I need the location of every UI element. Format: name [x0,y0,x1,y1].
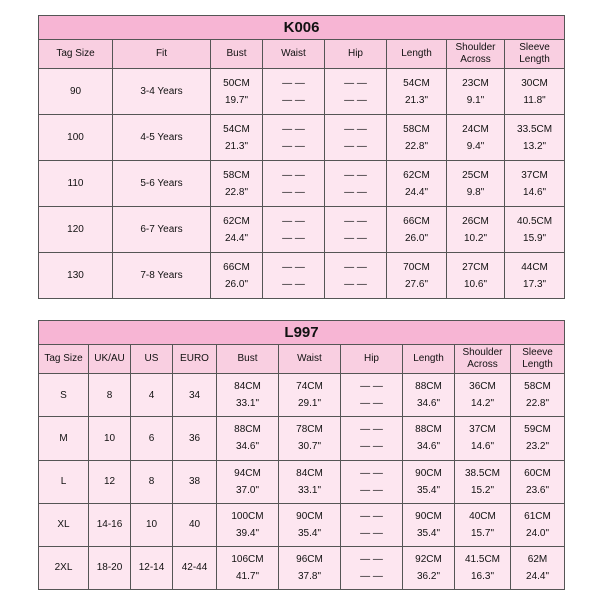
tag-size-cell: 110 [39,161,113,207]
tag-size-cell: 2XL [39,546,89,589]
sleeve-cell-inch: 13.2" [523,140,547,152]
shoulder-cell [447,207,505,253]
bust-cell-inch: 19.7" [224,94,248,106]
bust-cell [217,374,279,417]
waist-cell-cm: 96CM [296,553,323,565]
sleeve-cell-cm: 40.5CM [517,215,553,227]
shoulder-cell-inch: 14.6" [470,441,494,453]
waist-cell [279,460,341,503]
waist-cell-cm: — — [282,169,305,181]
uk-au-cell: 8 [89,374,131,417]
bust-cell [211,115,263,161]
hip-cell [325,161,387,207]
bust-cell [217,546,279,589]
header-waist: Waist [263,40,325,69]
hip-cell [341,374,403,417]
length-cell-inch: 22.8" [404,140,428,152]
waist-cell-cm: — — [282,215,305,227]
sleeve-cell-cm: 60CM [524,467,551,479]
sleeve-cell [511,546,565,589]
bust-cell-inch: 33.1" [235,398,259,410]
tag-size-cell: M [39,417,89,460]
table-row [39,69,565,115]
us-cell: 8 [131,460,173,503]
length-cell-inch: 35.4" [416,484,440,496]
shoulder-cell [455,417,511,460]
length-cell-cm: 62CM [403,169,430,181]
length-cell-cm: 92CM [415,553,442,565]
shoulder-cell-inch: 14.2" [470,398,494,410]
shoulder-cell-inch: 9.4" [466,140,485,152]
tag-size-cell: 100 [39,115,113,161]
length-cell-inch: 34.6" [416,398,440,410]
sleeve-cell [505,207,565,253]
shoulder-cell [455,503,511,546]
euro-cell: 40 [173,503,217,546]
hip-cell-inch: — — [360,570,383,582]
shoulder-cell-cm: 36CM [469,381,496,393]
length-cell [403,417,455,460]
bust-cell-cm: 84CM [234,381,261,393]
bust-cell-cm: 66CM [223,261,250,273]
sleeve-cell [505,253,565,299]
waist-cell-inch: — — [282,94,305,106]
euro-cell: 36 [173,417,217,460]
header-sleeve-length: Sleeve Length [511,345,565,374]
length-cell-inch: 24.4" [404,186,428,198]
shoulder-cell-inch: 15.2" [470,484,494,496]
sleeve-cell-cm: 59CM [524,424,551,436]
sleeve-cell [505,69,565,115]
bust-cell [217,460,279,503]
header-uk-au: UK/AU [89,345,131,374]
us-cell: 10 [131,503,173,546]
length-cell [387,207,447,253]
sleeve-cell-inch: 23.2" [526,441,550,453]
bust-cell-cm: 88CM [234,424,261,436]
bust-cell-cm: 58CM [223,169,250,181]
hip-cell-inch: — — [344,186,367,198]
bust-cell-inch: 26.0" [224,278,248,290]
header-euro: EURO [173,345,217,374]
tag-size-cell: XL [39,503,89,546]
euro-cell: 34 [173,374,217,417]
bust-cell [211,161,263,207]
hip-cell-cm: — — [344,123,367,135]
length-cell-inch: 21.3" [404,94,428,106]
shoulder-cell-inch: 15.7" [470,527,494,539]
sleeve-cell-inch: 24.0" [526,527,550,539]
bust-cell [217,503,279,546]
sleeve-cell-cm: 37CM [521,169,548,181]
waist-cell [279,546,341,589]
l997-size-table [38,320,565,590]
bust-cell-inch: 24.4" [224,232,248,244]
waist-cell-inch: — — [282,278,305,290]
sleeve-cell [505,161,565,207]
sleeve-cell-cm: 30CM [521,77,548,89]
shoulder-cell [447,161,505,207]
hip-cell-cm: — — [344,261,367,273]
length-cell-inch: 35.4" [416,527,440,539]
length-cell-cm: 58CM [403,123,430,135]
length-cell-cm: 90CM [415,467,442,479]
header-hip: Hip [341,345,403,374]
shoulder-cell-inch: 10.6" [463,278,487,290]
hip-cell-inch: — — [344,140,367,152]
uk-au-cell: 12 [89,460,131,503]
header-us: US [131,345,173,374]
waist-cell-cm: — — [282,261,305,273]
length-cell-cm: 88CM [415,381,442,393]
waist-cell-inch: — — [282,232,305,244]
uk-au-cell: 10 [89,417,131,460]
bust-cell [211,207,263,253]
table-row [39,253,565,299]
sleeve-cell [511,374,565,417]
waist-cell-cm: — — [282,77,305,89]
fit-cell: 5-6 Years [113,161,211,207]
shoulder-cell-cm: 27CM [462,261,489,273]
shoulder-cell [447,253,505,299]
table-row [39,115,565,161]
shoulder-cell-inch: 16.3" [470,570,494,582]
shoulder-cell-inch: 9.8" [466,186,485,198]
shoulder-cell-cm: 41.5CM [464,553,500,565]
header-waist: Waist [279,345,341,374]
shoulder-cell-cm: 38.5CM [464,467,500,479]
hip-cell [325,253,387,299]
bust-cell [211,253,263,299]
waist-cell-cm: 78CM [296,424,323,436]
tag-size-cell: 90 [39,69,113,115]
fit-cell: 7-8 Years [113,253,211,299]
waist-cell [279,503,341,546]
sleeve-cell-cm: 44CM [521,261,548,273]
length-cell-cm: 54CM [403,77,430,89]
bust-cell-cm: 94CM [234,467,261,479]
k006-title: K006 [39,16,565,40]
length-cell-inch: 34.6" [416,441,440,453]
hip-cell [341,417,403,460]
header-fit: Fit [113,40,211,69]
header-tag-size: Tag Size [39,40,113,69]
sleeve-cell-inch: 23.6" [526,484,550,496]
euro-cell: 42-44 [173,546,217,589]
shoulder-cell [455,374,511,417]
bust-cell-inch: 39.4" [235,527,259,539]
waist-cell [263,207,325,253]
sleeve-cell-inch: 22.8" [526,398,550,410]
sleeve-cell-inch: 15.9" [523,232,547,244]
sleeve-cell [511,460,565,503]
sleeve-cell-cm: 33.5CM [517,123,553,135]
shoulder-cell-cm: 37CM [469,424,496,436]
shoulder-cell [455,546,511,589]
table-row [39,207,565,253]
length-cell [403,546,455,589]
hip-cell-inch: — — [344,232,367,244]
l997-title: L997 [39,321,565,345]
length-cell-cm: 70CM [403,261,430,273]
sleeve-cell-cm: 62M [527,553,548,565]
sleeve-cell-cm: 58CM [524,381,551,393]
header-length: Length [387,40,447,69]
bust-cell-inch: 22.8" [224,186,248,198]
shoulder-cell-inch: 9.1" [466,94,485,106]
bust-cell-cm: 50CM [223,77,250,89]
sleeve-cell [505,115,565,161]
k006-size-table [38,15,565,299]
sleeve-cell-inch: 24.4" [526,570,550,582]
table-row [39,374,565,417]
hip-cell [341,460,403,503]
tag-size-cell: S [39,374,89,417]
header-tag-size: Tag Size [39,345,89,374]
sleeve-cell-inch: 11.8" [523,94,546,106]
waist-cell-inch: 33.1" [297,484,321,496]
waist-cell [263,69,325,115]
fit-cell: 4-5 Years [113,115,211,161]
us-cell: 4 [131,374,173,417]
waist-cell [279,417,341,460]
waist-cell-inch: — — [282,186,305,198]
hip-cell [325,207,387,253]
waist-cell-cm: 84CM [296,467,323,479]
hip-cell [325,69,387,115]
length-cell [387,253,447,299]
bust-cell-cm: 54CM [223,123,250,135]
hip-cell-cm: — — [360,424,383,436]
sleeve-cell [511,417,565,460]
length-cell-cm: 90CM [415,510,442,522]
length-cell-inch: 26.0" [404,232,428,244]
waist-cell [263,161,325,207]
length-cell-cm: 66CM [403,215,430,227]
header-bust: Bust [211,40,263,69]
hip-cell-cm: — — [360,467,383,479]
fit-cell: 3-4 Years [113,69,211,115]
tag-size-cell: L [39,460,89,503]
waist-cell [263,253,325,299]
bust-cell [211,69,263,115]
hip-cell-inch: — — [360,398,383,410]
hip-cell-cm: — — [344,77,367,89]
hip-cell-inch: — — [344,278,367,290]
euro-cell: 38 [173,460,217,503]
k006-table-body [39,69,565,299]
waist-cell-inch: 30.7" [297,441,321,453]
shoulder-cell-cm: 26CM [462,215,489,227]
shoulder-cell-cm: 24CM [462,123,489,135]
table-row [39,460,565,503]
shoulder-cell-cm: 40CM [469,510,496,522]
hip-cell-cm: — — [344,169,367,181]
table-row [39,503,565,546]
length-cell [387,69,447,115]
bust-cell [217,417,279,460]
shoulder-cell-cm: 25CM [462,169,489,181]
length-cell [403,460,455,503]
bust-cell-inch: 21.3" [224,140,248,152]
l997-table-body [39,374,565,590]
waist-cell-inch: 29.1" [297,398,321,410]
waist-cell-inch: — — [282,140,305,152]
sleeve-cell-inch: 17.3" [523,278,547,290]
hip-cell [341,503,403,546]
hip-cell [325,115,387,161]
length-cell-inch: 36.2" [416,570,440,582]
shoulder-cell-cm: 23CM [462,77,489,89]
waist-cell-cm: 90CM [296,510,323,522]
waist-cell-inch: 37.8" [297,570,321,582]
bust-cell-cm: 100CM [231,510,264,522]
header-hip: Hip [325,40,387,69]
hip-cell-cm: — — [360,553,383,565]
bust-cell-inch: 37.0" [235,484,259,496]
bust-cell-cm: 62CM [223,215,250,227]
header-sleeve-length: Sleeve Length [505,40,565,69]
hip-cell-cm: — — [344,215,367,227]
waist-cell-cm: — — [282,123,305,135]
table-row [39,417,565,460]
length-cell-cm: 88CM [415,424,442,436]
sleeve-cell-cm: 61CM [524,510,551,522]
shoulder-cell [455,460,511,503]
header-shoulder-across: Shoulder Across [455,345,511,374]
hip-cell-cm: — — [360,381,383,393]
bust-cell-inch: 41.7" [235,570,259,582]
hip-cell-inch: — — [344,94,367,106]
header-length: Length [403,345,455,374]
bust-cell-inch: 34.6" [235,441,259,453]
table-row [39,161,565,207]
waist-cell-inch: 35.4" [297,527,321,539]
header-bust: Bust [217,345,279,374]
length-cell [387,115,447,161]
sleeve-cell [511,503,565,546]
tag-size-cell: 130 [39,253,113,299]
waist-cell [263,115,325,161]
waist-cell [279,374,341,417]
header-shoulder-across: Shoulder Across [447,40,505,69]
bust-cell-cm: 106CM [231,553,264,565]
shoulder-cell-inch: 10.2" [463,232,487,244]
hip-cell [341,546,403,589]
hip-cell-inch: — — [360,484,383,496]
length-cell [403,374,455,417]
table-row [39,546,565,589]
fit-cell: 6-7 Years [113,207,211,253]
hip-cell-cm: — — [360,510,383,522]
us-cell: 12-14 [131,546,173,589]
tag-size-cell: 120 [39,207,113,253]
length-cell [387,161,447,207]
sleeve-cell-inch: 14.6" [523,186,547,198]
hip-cell-inch: — — [360,441,383,453]
length-cell-inch: 27.6" [404,278,428,290]
uk-au-cell: 14-16 [89,503,131,546]
us-cell: 6 [131,417,173,460]
length-cell [403,503,455,546]
shoulder-cell [447,69,505,115]
uk-au-cell: 18-20 [89,546,131,589]
waist-cell-cm: 74CM [296,381,323,393]
shoulder-cell [447,115,505,161]
hip-cell-inch: — — [360,527,383,539]
